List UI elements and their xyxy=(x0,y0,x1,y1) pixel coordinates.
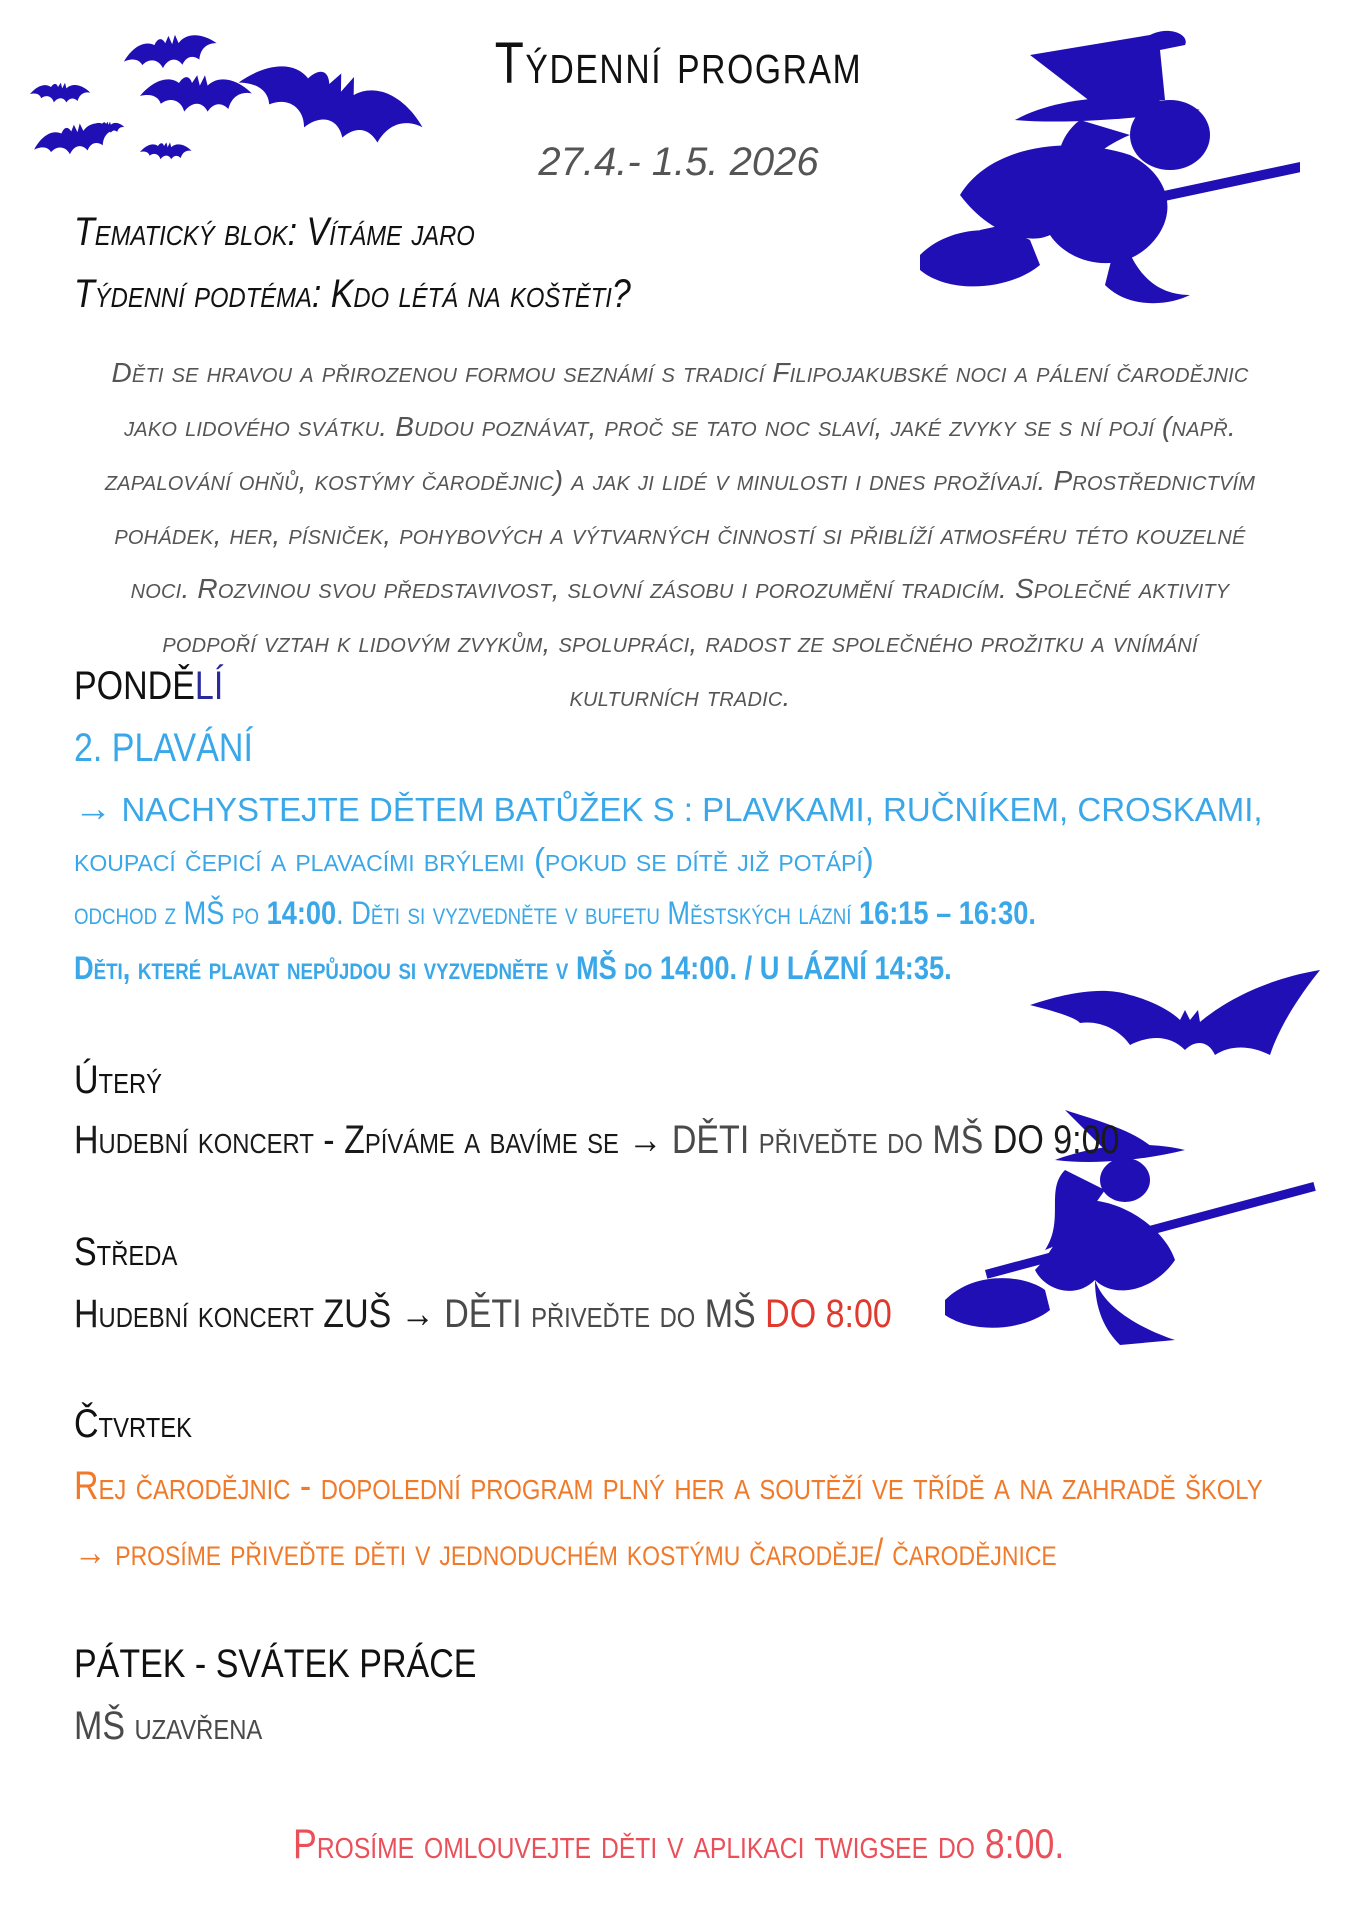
arrow-icon: → xyxy=(628,1118,663,1162)
date-range: 27.4.- 1.5. 2026 xyxy=(538,140,819,184)
departure-text-b: . Děti si vyzvedněte v bufetu Městských lázní xyxy=(336,895,859,931)
day-wednesday: Středa xyxy=(74,1230,178,1274)
tuesday-event: Hudební koncert - Zpíváme a bavíme se xyxy=(74,1118,619,1162)
day-thursday: Čtvrtek xyxy=(74,1402,193,1446)
day-tuesday: Úterý xyxy=(74,1058,163,1102)
wednesday-time: DO 8:00 xyxy=(765,1292,892,1336)
wednesday-event: Hudební koncert ZUŠ xyxy=(74,1292,392,1336)
wednesday-event-line xyxy=(74,1292,892,1337)
day-friday: PÁTEK - SVÁTEK PRÁCE xyxy=(74,1642,477,1686)
day-monday-part-b: LÍ xyxy=(194,664,224,708)
weekly-subtheme: Týdenní podtéma: Kdo létá na koštěti? xyxy=(74,272,631,316)
monday-prepare xyxy=(74,784,1314,885)
day-monday-part-a: PONDĚ xyxy=(74,664,195,708)
intro-paragraph: Děti se hravou a přirozenou formou seznámí s tradicí Filipojakubské noci a pálení čarodějnic jako lidového svátku. Budou poznávat, proč se tato noc slaví, jaké zvyky se s ní pojí (např. zapalování ohňů, kostýmy čarodějnic) a jak ji lidé v minulosti i dnes prožívají. Prostřednictvím pohádek, her, písniček, pohybových a výtvarných činností si přiblíží atmosféru této kouzelné noci. Rozvinou svou představivost, slovní zásobu i porozumění tradicím. Společné aktivity podpoří vztah k lidovým zvykům, spolupráci, radost ze společného prožitku a vnímání kulturních tradic. xyxy=(104,357,1256,712)
arrow-icon: → xyxy=(74,788,112,830)
thursday-instruction: prosíme přiveďte děti v jednoduchém kostýmu čaroděje/ čarodějnice xyxy=(106,1532,1057,1574)
wednesday-instruction: DĚTI přiveďte do MŠ xyxy=(434,1292,766,1336)
footer-note: Prosíme omlouvejte děti v aplikaci twigsee do 8:00. xyxy=(292,1820,1065,1867)
thematic-block: Tematický blok: Vítáme jaro xyxy=(74,210,475,254)
arrow-icon: → xyxy=(74,1532,107,1574)
tuesday-event-line xyxy=(74,1118,1119,1163)
thursday-instruction-line xyxy=(74,1532,1057,1575)
page-title: Týdenní program xyxy=(494,31,863,96)
pickup-time: 16:15 – 16:30. xyxy=(858,895,1036,931)
monday-prepare-text: NACHYSTEJTE DĚTEM BATŮŽEK S : PLAVKAMI, RUČNÍKEM, CROSKAMI, koupací čepicí a plavacími brýlemi (pokud se dítě již potápí) xyxy=(74,791,1263,878)
monday-activity: 2. PLAVÁNÍ xyxy=(74,726,253,770)
departure-text-a: odchod z MŠ po xyxy=(74,895,267,931)
day-monday xyxy=(74,664,223,709)
thursday-event: Rej čarodějnic - dopolední program plný her a soutěží ve třídě a na zahradě školy xyxy=(74,1464,1263,1508)
bat-icon xyxy=(1030,965,1330,1075)
footer-note-wrap xyxy=(0,1820,1357,1868)
tuesday-instruction: DĚTI přiveďte do MŠ xyxy=(662,1118,993,1162)
monday-note: Děti, které plavat nepůjdou si vyzvedněte v MŠ do 14:00. / U LÁZNÍ 14:35. xyxy=(74,950,952,986)
arrow-icon: → xyxy=(400,1292,435,1336)
departure-time: 14:00 xyxy=(266,895,337,931)
friday-status: MŠ uzavřena xyxy=(74,1704,263,1748)
monday-departure xyxy=(74,895,1036,932)
tuesday-time: DO 9:00 xyxy=(992,1118,1120,1162)
